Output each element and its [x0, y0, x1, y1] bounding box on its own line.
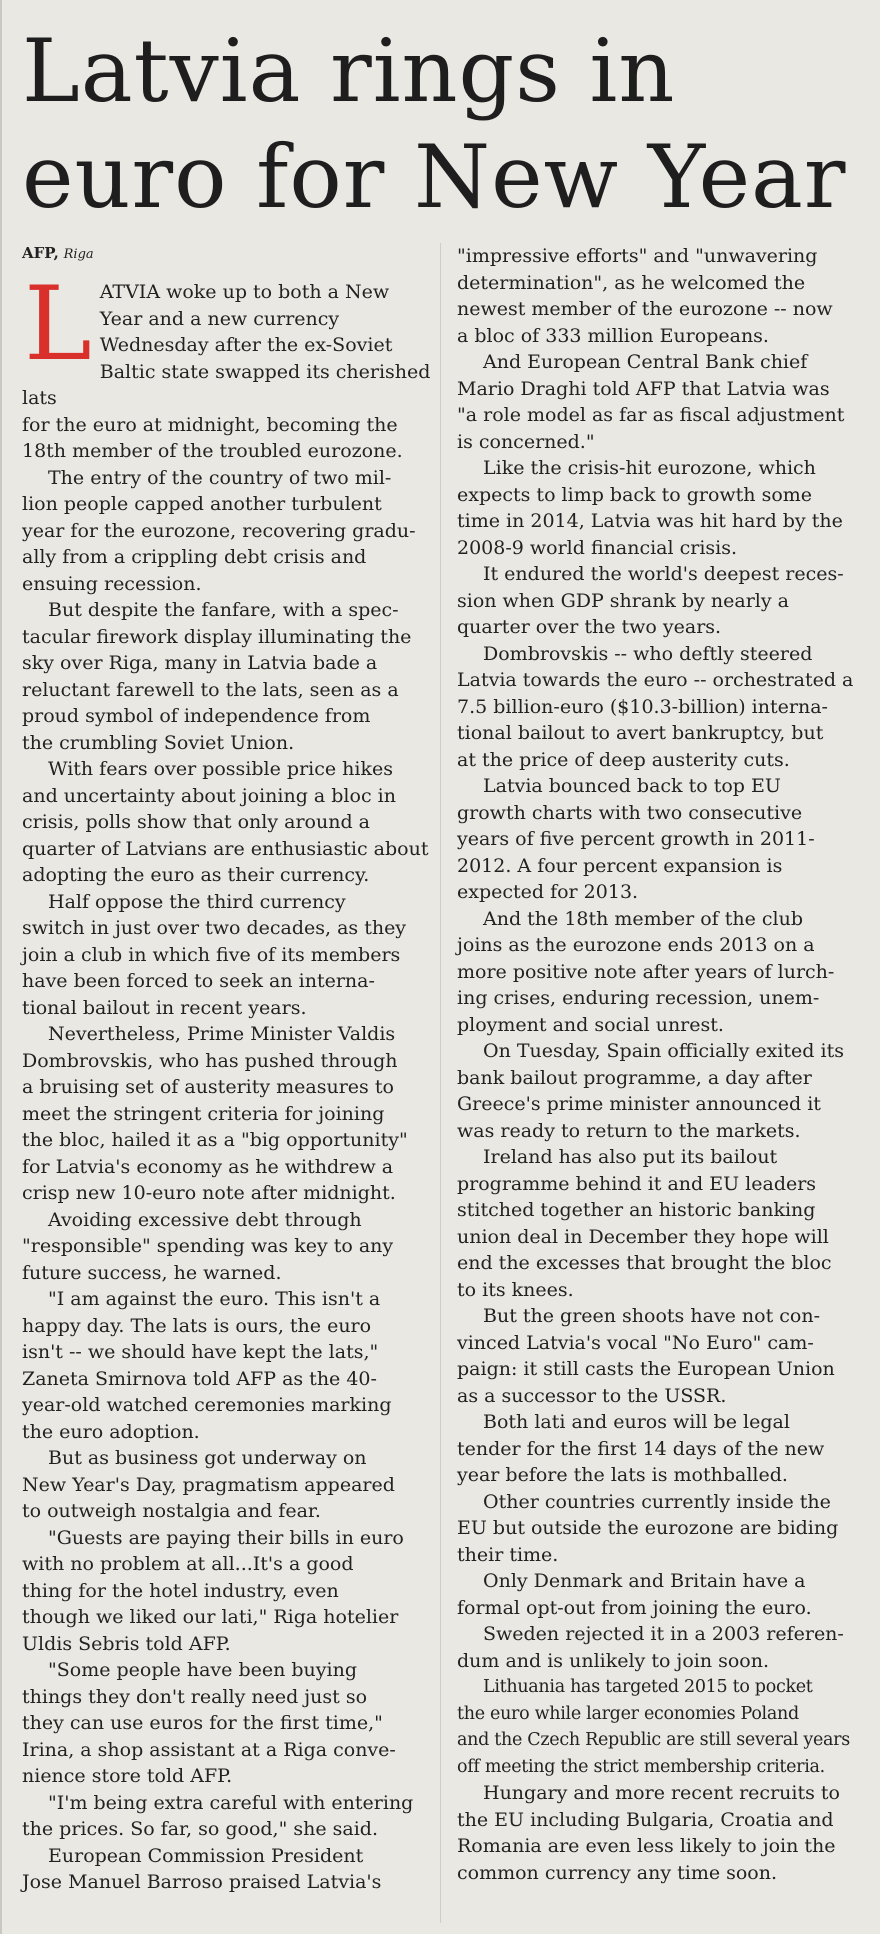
column-gutter — [440, 243, 441, 1923]
paragraph: It endured the world's deepest reces- sion when GDP shrank by nearly a quarter over the two years. — [457, 563, 844, 638]
paragraph: Hungary and more recent recruits to the EU including Bulgaria, Croatia and Romania are even less likely to join the common currency any time soon. — [457, 1782, 840, 1884]
paragraph: "I'm being extra careful with entering the prices. So far, so good," she said. — [22, 1791, 414, 1840]
lead-line: ATVIA woke up to both a New — [99, 281, 390, 303]
clipping-edge — [0, 0, 2, 1934]
byline-source: AFP, — [22, 244, 59, 262]
paragraph-continuation: "impressive efforts" and "unwavering determination", as he welcomed the newest member of the eurozone -- now a bloc of 333 million Europeans. — [457, 245, 833, 347]
paragraph: But despite the fanfare, with a spec- tacular firework display illuminating the sky over Riga, many in Latvia bade a reluctant farewell to the lats, seen as a proud symbol of independence from the crumbling Soviet Union. — [22, 599, 412, 754]
paragraph: "I am against the euro. This isn't a happy day. The lats is ours, the euro isn't -- we should have kept the lats," Zaneta Smirnova told AFP as the 40- year-old watched ceremonies marking the euro adoption. — [22, 1288, 392, 1443]
paragraph: Only Denmark and Britain have a formal opt-out from joining the euro. — [457, 1570, 812, 1619]
lead-line: Baltic state swapped its cherished lats — [22, 360, 431, 409]
paragraph: Latvia bounced back to top EU growth charts with two consecutive years of five percent growth in 2011- 2012. A four percent expansion is expected for 2013. — [457, 775, 815, 903]
paragraph: On Tuesday, Spain officially exited its bank bailout programme, a day after Greece's prime minister announced it was ready to return to the markets. — [457, 1040, 844, 1142]
paragraph: And the 18th member of the club joins as the eurozone ends 2013 on a more positive note after years of lurch- ing crises, enduring recession, unem- ployment and social unrest. — [457, 907, 835, 1036]
paragraph: But as business got underway on New Year's Day, pragmatism appeared to outweigh nostalgia and fear. — [22, 1447, 395, 1522]
paragraph: Ireland has also put its bailout programme behind it and EU leaders stitched together an historic banking union deal in December they hope will end the excesses that brought the bloc to its knees. — [457, 1146, 832, 1301]
paragraph: Dombrovskis -- who deftly steered Latvia towards the euro -- orchestrated a 7.5 billion-euro ($10.3-billion) interna- tional bailout to avert bankruptcy, but at the price of deep austerity cuts. — [457, 642, 854, 771]
paragraph: Nevertheless, Prime Minister Valdis Dombrovskis, who has pushed through a bruising set of austerity measures to meet the stringent criteria for joining the bloc, hailed it as a "big opportunity" for Latvia's economy as he withdrew a crisp new 10-euro note after midnight. — [22, 1023, 408, 1204]
paragraph: Half oppose the third currency switch in just over two decades, as they join a club in which five of its members have been forced to seek an interna- tional bailout in recent years. — [22, 890, 407, 1019]
headline: Latvia rings in euro for New Year — [22, 20, 847, 228]
lead-line: Wednesday after the ex-Soviet — [99, 334, 393, 356]
paragraph: With fears over possible price hikes and uncertainty about joining a bloc in crisis, polls show that only around a quarter of Latvians are enthusiastic about adopting the euro as their currency. — [22, 758, 429, 886]
paragraph: "Some people have been buying things they don't really need just so they can use euros for the first time," Irina, a shop assistant at a Riga conve- nience store told AFP. — [22, 1659, 396, 1787]
paragraph: European Commission President Jose Manuel Barroso praised Latvia's — [22, 1844, 382, 1893]
paragraph: "Guests are paying their bills in euro with no problem at all...It's a good thing for the hotel industry, even though we liked our lati," Riga hotelier Uldis Sebris told AFP. — [22, 1526, 404, 1655]
paragraph: Like the crisis-hit eurozone, which expects to limp back to growth some time in 2014, Latvia was hit hard by the 2008-9 world financial crisis. — [457, 457, 843, 559]
lead-line: 18th member of the troubled eurozone. — [22, 440, 403, 462]
lead-paragraph — [22, 265, 432, 465]
paragraph: Lithuania has targeted 2015 to pocket the euro while larger economies Poland and the Czech Republic are still several years off meeting the strict membership criteria. — [457, 1677, 850, 1777]
article-column-right — [457, 243, 867, 1886]
article-column-left — [22, 243, 432, 1896]
paragraph: But the green shoots have not con- vinced Latvia's vocal "No Euro" cam- paign: it still casts the European Union as a successor to the USSR. — [457, 1305, 835, 1407]
paragraph: And European Central Bank chief Mario Draghi told AFP that Latvia was "a role model as far as fiscal adjustment is concerned." — [457, 351, 845, 453]
drop-cap: L — [24, 265, 92, 384]
paragraph: Other countries currently inside the EU but outside the eurozone are biding their time. — [457, 1490, 839, 1566]
byline — [22, 243, 432, 265]
lead-line: for the euro at midnight, becoming the — [22, 413, 398, 436]
paragraph: Avoiding excessive debt through "responsible" spending was key to any future success, he warned. — [22, 1208, 394, 1284]
byline-location: Riga — [63, 247, 94, 262]
paragraph: The entry of the country of two mil- lion people capped another turbulent year for the eurozone, recovering gradu- ally from a crippling debt crisis and ensuing recession. — [22, 466, 416, 595]
paragraph: Sweden rejected it in a 2003 referen- dum and is unlikely to join soon. — [457, 1623, 844, 1672]
paragraph: Both lati and euros will be legal tender for the first 14 days of the new year before the lats is mothballed. — [457, 1411, 825, 1486]
lead-line: Year and a new currency — [99, 307, 340, 330]
